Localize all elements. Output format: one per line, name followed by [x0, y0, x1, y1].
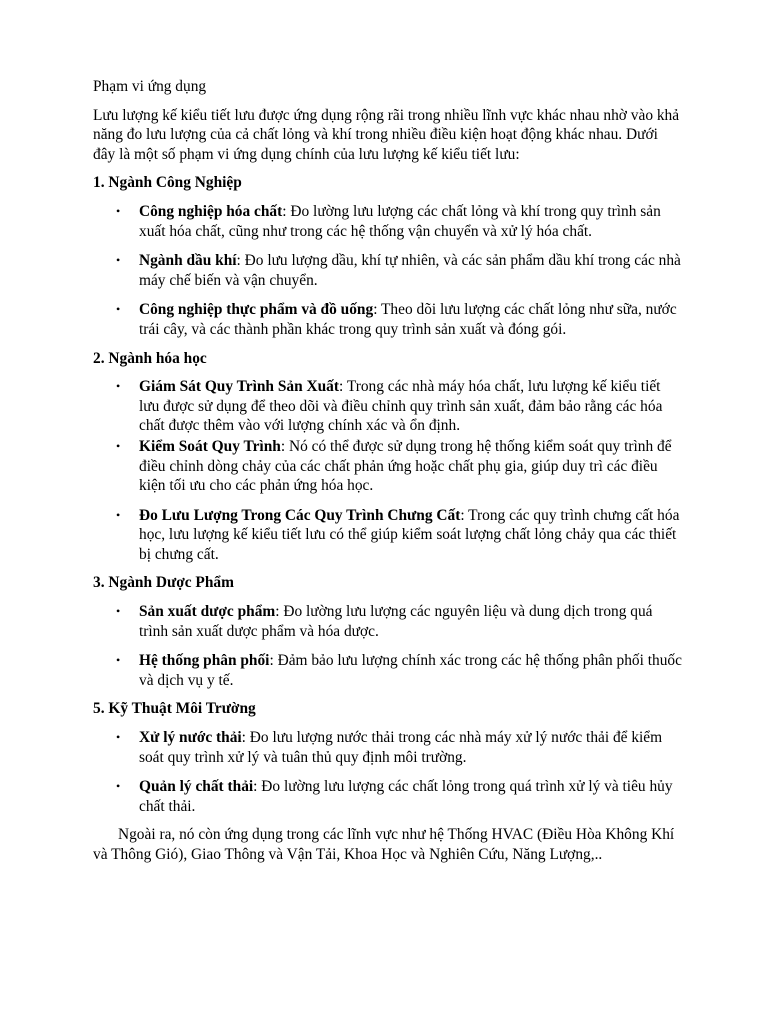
- item-text: : Đo lưu lượng dầu, khí tự nhiên, và các sản phẩm dầu khí trong các nhà máy chế biến và vận chuyển.: [139, 252, 681, 289]
- item-term: Giám Sát Quy Trình Sản Xuất: [139, 378, 339, 396]
- item-text: : Trong các nhà máy hóa chất, lưu lượng kế kiểu tiết lưu được sử dụng để theo dõi và điều chỉnh quy trình sản xuất, đảm bảo rằng các hóa chất được thêm vào với lượng chính xác và ổn định.: [139, 378, 663, 435]
- item-term: Công nghiệp thực phẩm và đồ uống: [139, 301, 374, 319]
- bullet-icon: •: [116, 253, 121, 268]
- bullet-icon: •: [116, 507, 121, 522]
- bullet-icon: •: [116, 779, 121, 794]
- bullet-icon: •: [116, 730, 121, 745]
- section-list-cong-nghiep: [93, 202, 683, 340]
- item-term: Kiểm Soát Quy Trình: [139, 437, 281, 455]
- item-text: : Đo lường lưu lượng các chất lỏng trong quá trình xử lý và tiêu hủy chất thải.: [139, 778, 673, 815]
- document-page: [93, 77, 683, 865]
- closing-paragraph: Ngoài ra, nó còn ứng dụng trong các lĩnh vực như hệ Thống HVAC (Điều Hòa Không Khí và Thông Gió), Giao Thông và Vận Tải, Khoa Học và Nghiên Cứu, Năng Lượng,..: [93, 826, 675, 863]
- item-text: : Đảm bảo lưu lượng chính xác trong các hệ thống phân phối thuốc và dịch vụ y tế.: [139, 652, 682, 689]
- item-term: Quản lý chất thải: [139, 778, 254, 796]
- list-item: [93, 777, 683, 816]
- section-list-moi-truong: [93, 728, 683, 816]
- section-list-duoc-pham: [93, 602, 683, 690]
- section-title-hoa-hoc: 2. Ngành hóa học: [93, 349, 207, 367]
- item-term: Hệ thống phân phối: [139, 652, 270, 670]
- item-term: Ngành dầu khí: [139, 252, 237, 270]
- bullet-icon: •: [116, 438, 121, 453]
- document-heading: Phạm vi ứng dụng: [93, 78, 207, 95]
- list-item: [93, 300, 683, 339]
- list-item: [93, 602, 683, 641]
- list-item: [93, 202, 683, 241]
- section-title-duoc-pham: 3. Ngành Dược Phẩm: [93, 574, 234, 592]
- list-item: [93, 377, 683, 436]
- item-text: : Đo lưu lượng nước thải trong các nhà máy xử lý nước thải để kiểm soát quy trình xử lý và tuân thủ quy định môi trường.: [139, 729, 663, 766]
- list-item: [93, 728, 683, 767]
- section-title-moi-truong: 5. Kỹ Thuật Môi Trường: [93, 700, 256, 718]
- item-text: : Đo lường lưu lượng các chất lỏng và khí trong quy trình sản xuất hóa chất, cũng như trong các hệ thống vận chuyển và xử lý hóa chất.: [139, 202, 661, 240]
- list-item: [93, 651, 683, 690]
- item-text: : Trong các quy trình chưng cất hóa học, lưu lượng kế kiểu tiết lưu có thể giúp kiểm soát lượng chất lỏng chảy qua các thiết bị chưng cất.: [139, 506, 680, 563]
- section-title-cong-nghiep: 1. Ngành Công Nghiệp: [93, 174, 242, 192]
- item-term: Công nghiệp hóa chất: [139, 202, 283, 220]
- item-text: : Nó có thể được sử dụng trong hệ thống kiểm soát quy trình để điều chỉnh dòng chảy của các chất phản ứng hoặc chất phụ gia, giúp duy trì các điều kiện tối ưu cho các phản ứng hóa học.: [139, 437, 672, 495]
- item-term: Sản xuất dược phẩm: [139, 603, 276, 621]
- bullet-icon: •: [116, 302, 121, 317]
- bullet-icon: •: [116, 379, 121, 394]
- item-term: Xử lý nước thải: [139, 729, 242, 747]
- bullet-icon: •: [116, 203, 121, 218]
- list-item: [93, 437, 683, 496]
- item-text: : Theo dõi lưu lượng các chất lỏng như sữa, nước trái cây, và các thành phần khác trong quy trình sản xuất và đóng gói.: [139, 301, 677, 338]
- list-item: [93, 506, 683, 565]
- intro-paragraph: Lưu lượng kế kiểu tiết lưu được ứng dụng rộng rãi trong nhiều lĩnh vực khác nhau nhờ vào khả năng đo lưu lượng của cả chất lỏng và khí trong nhiều điều kiện hoạt động khác nhau. Dưới đây là một số phạm vi ứng dụng chính của lưu lượng kế kiểu tiết lưu:: [93, 106, 680, 163]
- list-item: [93, 251, 683, 290]
- bullet-icon: •: [116, 604, 121, 619]
- item-text: : Đo lường lưu lượng các nguyên liệu và dung dịch trong quá trình sản xuất dược phẩm và hóa dược.: [139, 603, 653, 640]
- item-term: Đo Lưu Lượng Trong Các Quy Trình Chưng Cất: [139, 506, 461, 524]
- section-list-hoa-hoc: [93, 377, 683, 564]
- bullet-icon: •: [116, 653, 121, 668]
